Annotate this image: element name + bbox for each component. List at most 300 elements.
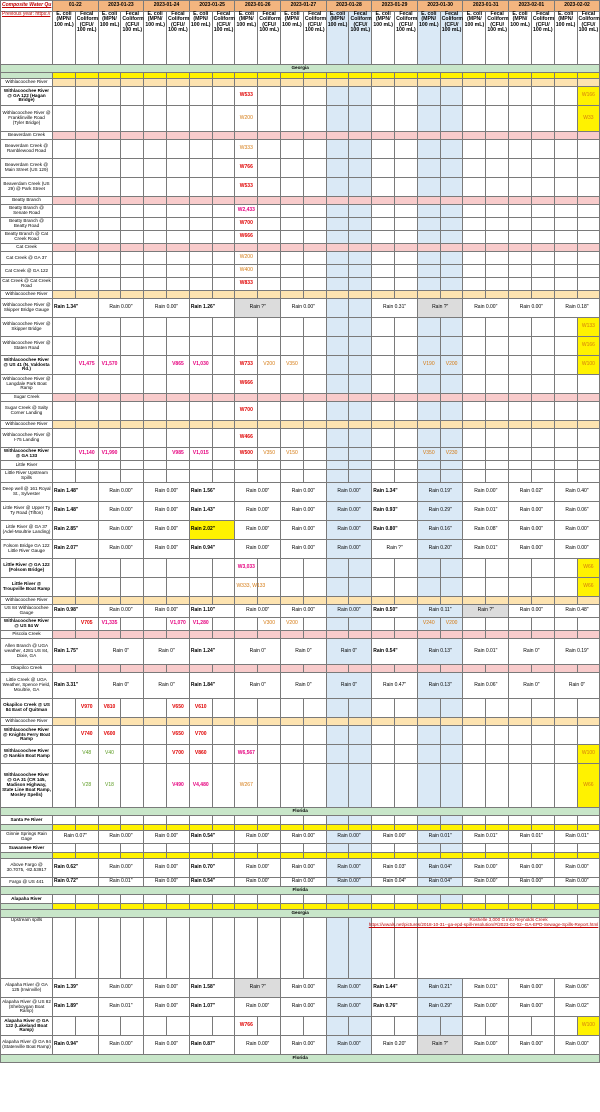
- empty-cell: [486, 337, 509, 356]
- empty-cell: [75, 218, 98, 231]
- sample-value: V860: [189, 745, 212, 764]
- empty-cell: [281, 764, 304, 808]
- site-row: [1, 402, 600, 421]
- empty-cell: [554, 429, 577, 448]
- rainfall-value: Rain 0.87": [189, 1036, 235, 1055]
- empty-cell: [349, 159, 372, 178]
- spill-note-text: Roshelle 3,000 G into Reynolds Creek: [469, 917, 548, 922]
- empty-cell: [144, 132, 167, 140]
- empty-cell: [121, 745, 144, 764]
- empty-cell: [121, 231, 144, 244]
- empty-cell: [281, 231, 304, 244]
- empty-cell: [486, 578, 509, 597]
- rainfall-value: Rain 1.26": [189, 299, 235, 318]
- rainfall-value: Rain 0.06": [463, 673, 509, 699]
- empty-cell: [440, 470, 463, 483]
- empty-cell: [258, 461, 281, 470]
- site-name: Withlacoochee River: [1, 421, 53, 429]
- empty-cell: [531, 244, 554, 252]
- sample-value: W533: [235, 87, 258, 106]
- empty-cell: [167, 132, 190, 140]
- empty-cell: [53, 618, 76, 631]
- sample-value: W3,033: [235, 559, 258, 578]
- empty-cell: [417, 718, 440, 726]
- rainfall-value: Rain 0.00": [235, 878, 281, 887]
- empty-cell: [372, 764, 395, 808]
- empty-cell: [372, 140, 395, 159]
- empty-cell: [121, 218, 144, 231]
- rainfall-value: Rain 0.21": [417, 979, 463, 998]
- empty-cell: [212, 356, 235, 375]
- empty-cell: [395, 895, 418, 904]
- empty-cell: [417, 218, 440, 231]
- empty-cell: [531, 895, 554, 904]
- empty-cell: [554, 578, 577, 597]
- empty-cell: [463, 197, 486, 205]
- empty-cell: [98, 159, 121, 178]
- empty-cell: [75, 597, 98, 605]
- site-row: [1, 699, 600, 718]
- empty-cell: [144, 231, 167, 244]
- empty-cell: [349, 79, 372, 87]
- empty-cell: [531, 231, 554, 244]
- empty-cell: [281, 718, 304, 726]
- empty-cell: [463, 461, 486, 470]
- empty-cell: [189, 375, 212, 394]
- empty-cell: [395, 159, 418, 178]
- rainfall-value: Rain 0.00": [144, 998, 190, 1017]
- date-header-row: [1, 1, 600, 12]
- empty-cell: [258, 265, 281, 278]
- empty-cell: [395, 764, 418, 808]
- rainfall-value: Rain 0.00": [281, 483, 327, 502]
- empty-cell: [440, 1017, 463, 1036]
- rainfall-value: Rain 0.06": [554, 979, 600, 998]
- site-row: [1, 745, 600, 764]
- empty-cell: [463, 356, 486, 375]
- rainfall-value: Rain 0.54": [372, 639, 418, 665]
- empty-cell: [281, 597, 304, 605]
- rainfall-value: Rain 0.00": [98, 1036, 144, 1055]
- empty-cell: [440, 461, 463, 470]
- empty-cell: [440, 394, 463, 402]
- empty-cell: [53, 745, 76, 764]
- empty-cell: [577, 79, 600, 87]
- site-row: [1, 618, 600, 631]
- empty-cell: [531, 197, 554, 205]
- empty-cell: [189, 421, 212, 429]
- empty-cell: [167, 918, 190, 979]
- empty-cell: [463, 618, 486, 631]
- empty-cell: [189, 79, 212, 87]
- empty-cell: [440, 895, 463, 904]
- empty-cell: [372, 402, 395, 421]
- rainfall-value: Rain 0.00": [326, 859, 372, 878]
- empty-cell: [486, 140, 509, 159]
- empty-cell: [98, 461, 121, 470]
- site-row: [1, 231, 600, 244]
- spill-report-link[interactable]: https://wwals.net/pictures/2018-10-31--ga-epd-spill-resolution/#/2023-02-02--GA-EPD-Sewage-Spills-Report.html: [368, 921, 599, 927]
- empty-cell: [167, 470, 190, 483]
- site-name: Florida: [1, 887, 600, 895]
- empty-cell: [326, 106, 349, 132]
- empty-cell: [326, 79, 349, 87]
- rainfall-value: Rain 0.01": [463, 831, 509, 844]
- empty-cell: [303, 1017, 326, 1036]
- empty-cell: [53, 244, 76, 252]
- empty-cell: [235, 244, 258, 252]
- empty-cell: [326, 140, 349, 159]
- empty-cell: [303, 205, 326, 218]
- empty-cell: [440, 699, 463, 718]
- empty-cell: [53, 140, 76, 159]
- empty-cell: [349, 291, 372, 299]
- sample-value: W500: [235, 448, 258, 461]
- empty-cell: [167, 140, 190, 159]
- empty-cell: [463, 578, 486, 597]
- empty-cell: [417, 318, 440, 337]
- empty-cell: [258, 470, 281, 483]
- empty-cell: [167, 87, 190, 106]
- empty-cell: [303, 106, 326, 132]
- sample-value: W200: [235, 252, 258, 265]
- empty-cell: [577, 394, 600, 402]
- empty-cell: [281, 918, 304, 979]
- empty-cell: [144, 291, 167, 299]
- empty-cell: [258, 337, 281, 356]
- empty-cell: [167, 718, 190, 726]
- empty-cell: [554, 79, 577, 87]
- empty-cell: [98, 844, 121, 853]
- empty-cell: [53, 218, 76, 231]
- empty-cell: [326, 726, 349, 745]
- empty-cell: [258, 895, 281, 904]
- empty-cell: [486, 618, 509, 631]
- empty-cell: [258, 218, 281, 231]
- fecal-coliform-header: Fecal Coliform (CFU/ 100 mL): [303, 12, 326, 65]
- page-title[interactable]: Composite Water Qu: [1, 1, 53, 12]
- empty-cell: [75, 178, 98, 197]
- empty-cell: [121, 448, 144, 461]
- rainfall-value: Rain 0.62": [53, 859, 99, 878]
- spill-note[interactable]: [368, 917, 599, 979]
- rainfall-value: Rain 0.00": [326, 521, 372, 540]
- rainfall-value: Rain 0.04": [372, 878, 418, 887]
- rainfall-value: Rain 1.48": [53, 483, 99, 502]
- empty-cell: [326, 631, 349, 639]
- empty-cell: [303, 918, 326, 979]
- empty-cell: [372, 356, 395, 375]
- empty-cell: [235, 470, 258, 483]
- empty-cell: [463, 337, 486, 356]
- empty-cell: [417, 231, 440, 244]
- empty-cell: [53, 265, 76, 278]
- rainfall-value: Rain 0.00": [235, 521, 281, 540]
- empty-cell: [326, 764, 349, 808]
- sample-value: W666: [235, 231, 258, 244]
- empty-cell: [486, 699, 509, 718]
- empty-cell: [577, 470, 600, 483]
- sample-value: W166: [577, 337, 600, 356]
- empty-cell: [281, 252, 304, 265]
- empty-cell: [531, 764, 554, 808]
- section-row: [1, 597, 600, 605]
- empty-cell: [326, 244, 349, 252]
- empty-cell: [577, 252, 600, 265]
- empty-cell: [509, 429, 532, 448]
- site-row: [1, 159, 600, 178]
- empty-cell: [486, 461, 509, 470]
- empty-cell: [75, 578, 98, 597]
- empty-cell: [395, 816, 418, 825]
- rainfall-value: Rain 0.40": [554, 483, 600, 502]
- empty-cell: [577, 218, 600, 231]
- empty-cell: [75, 816, 98, 825]
- empty-cell: [463, 844, 486, 853]
- rainfall-value: Rain 0.04": [417, 859, 463, 878]
- empty-cell: [531, 140, 554, 159]
- empty-cell: [303, 618, 326, 631]
- empty-cell: [372, 844, 395, 853]
- empty-cell: [395, 140, 418, 159]
- empty-cell: [98, 578, 121, 597]
- empty-cell: [303, 252, 326, 265]
- empty-cell: [531, 394, 554, 402]
- empty-cell: [258, 178, 281, 197]
- empty-cell: [554, 895, 577, 904]
- empty-cell: [417, 429, 440, 448]
- empty-cell: [98, 197, 121, 205]
- empty-cell: [417, 394, 440, 402]
- empty-cell: [98, 291, 121, 299]
- empty-cell: [121, 291, 144, 299]
- site-name: Georgia: [1, 910, 600, 918]
- empty-cell: [554, 665, 577, 673]
- rainfall-value: Rain 0.72": [53, 878, 99, 887]
- rainfall-value: Rain 0.00": [554, 540, 600, 559]
- empty-cell: [98, 375, 121, 394]
- ecoli-header: E. coli (MPN/ 100 mL): [235, 12, 258, 65]
- empty-cell: [303, 278, 326, 291]
- rainfall-value: Rain 0.06": [554, 502, 600, 521]
- empty-cell: [486, 665, 509, 673]
- empty-cell: [531, 726, 554, 745]
- empty-cell: [121, 159, 144, 178]
- empty-cell: [395, 265, 418, 278]
- empty-cell: [303, 699, 326, 718]
- empty-cell: [281, 159, 304, 178]
- empty-cell: [212, 448, 235, 461]
- site-name: Alapaha River @ GA 122 (Lakeland Boat Ramp): [1, 1017, 53, 1036]
- empty-cell: [395, 665, 418, 673]
- empty-cell: [281, 337, 304, 356]
- rainfall-value: Rain 1.58": [189, 979, 235, 998]
- empty-cell: [258, 844, 281, 853]
- empty-cell: [326, 205, 349, 218]
- empty-cell: [554, 231, 577, 244]
- empty-cell: [167, 578, 190, 597]
- empty-cell: [531, 559, 554, 578]
- empty-cell: [554, 278, 577, 291]
- empty-cell: [486, 726, 509, 745]
- empty-cell: [189, 718, 212, 726]
- empty-cell: [189, 197, 212, 205]
- empty-cell: [121, 895, 144, 904]
- date-header: 2023-01-24: [144, 1, 190, 12]
- empty-cell: [509, 291, 532, 299]
- empty-cell: [326, 231, 349, 244]
- empty-cell: [212, 402, 235, 421]
- site-name: Above Fargo @ 30.7075, -82.53917: [1, 859, 53, 878]
- empty-cell: [395, 318, 418, 337]
- empty-cell: [98, 132, 121, 140]
- empty-cell: [417, 244, 440, 252]
- rainfall-value: Rain 0.00": [144, 979, 190, 998]
- rainfall-value: Rain 0.00": [144, 540, 190, 559]
- empty-cell: [463, 699, 486, 718]
- empty-cell: [463, 205, 486, 218]
- empty-cell: [258, 726, 281, 745]
- state-row: [1, 65, 600, 73]
- empty-cell: [75, 375, 98, 394]
- empty-cell: [326, 291, 349, 299]
- empty-cell: [509, 745, 532, 764]
- measure-header-row: [1, 12, 600, 65]
- empty-cell: [75, 559, 98, 578]
- rainfall-value: Rain 0.00": [235, 605, 281, 618]
- empty-cell: [212, 726, 235, 745]
- empty-cell: [144, 1017, 167, 1036]
- empty-cell: [212, 318, 235, 337]
- rainfall-value: Rain 0.00": [554, 521, 600, 540]
- empty-cell: [372, 470, 395, 483]
- sample-value: W533: [235, 178, 258, 197]
- empty-cell: [75, 159, 98, 178]
- site-name: Cat Creek @ GA 122: [1, 265, 53, 278]
- empty-cell: [395, 726, 418, 745]
- rainfall-value: Rain 0.01": [98, 998, 144, 1017]
- previous-year-link[interactable]: Previous year: https://: [1, 12, 53, 65]
- empty-cell: [326, 265, 349, 278]
- empty-cell: [258, 1017, 281, 1036]
- empty-cell: [577, 631, 600, 639]
- site-name: Cat Creek @ Cat Creek Road: [1, 278, 53, 291]
- site-name: Beatty Branch @ Beatty Road: [1, 218, 53, 231]
- empty-cell: [121, 429, 144, 448]
- empty-cell: [53, 429, 76, 448]
- empty-cell: [258, 631, 281, 639]
- empty-cell: [189, 844, 212, 853]
- empty-cell: [189, 231, 212, 244]
- empty-cell: [395, 278, 418, 291]
- empty-cell: [281, 375, 304, 394]
- empty-cell: [258, 421, 281, 429]
- fecal-coliform-header: Fecal Coliform (CFU/ 100 mL): [486, 12, 509, 65]
- ecoli-header: E. coli (MPN/ 100 mL): [372, 12, 395, 65]
- empty-cell: [440, 231, 463, 244]
- empty-cell: [372, 218, 395, 231]
- empty-cell: [212, 265, 235, 278]
- site-name: Beatty Branch @ Cat Creek Road: [1, 231, 53, 244]
- site-name: Alapaha River: [1, 895, 53, 904]
- empty-cell: [486, 197, 509, 205]
- empty-cell: [395, 244, 418, 252]
- sample-value: V200: [258, 356, 281, 375]
- empty-cell: [349, 816, 372, 825]
- date-header: 2023-01-30: [417, 1, 463, 12]
- sample-value: V4,480: [189, 764, 212, 808]
- fecal-coliform-header: Fecal Coliform (CFU/ 100 mL): [258, 12, 281, 65]
- empty-cell: [395, 421, 418, 429]
- rainfall-value: Rain 0.00": [509, 878, 555, 887]
- empty-cell: [372, 87, 395, 106]
- empty-cell: [167, 205, 190, 218]
- empty-cell: [53, 159, 76, 178]
- empty-cell: [349, 278, 372, 291]
- empty-cell: [281, 726, 304, 745]
- empty-cell: [121, 631, 144, 639]
- empty-cell: [417, 470, 440, 483]
- site-row: [1, 502, 600, 521]
- empty-cell: [486, 597, 509, 605]
- empty-cell: [440, 429, 463, 448]
- empty-cell: [554, 559, 577, 578]
- empty-cell: [463, 1017, 486, 1036]
- empty-cell: [189, 402, 212, 421]
- section-row: [1, 197, 600, 205]
- empty-cell: [349, 745, 372, 764]
- empty-cell: [144, 461, 167, 470]
- site-row: [1, 87, 600, 106]
- empty-cell: [463, 178, 486, 197]
- empty-cell: [258, 597, 281, 605]
- empty-cell: [258, 197, 281, 205]
- empty-cell: [395, 578, 418, 597]
- empty-cell: [281, 895, 304, 904]
- rainfall-value: Rain 0.16": [417, 521, 463, 540]
- empty-cell: [121, 726, 144, 745]
- empty-cell: [98, 918, 121, 979]
- empty-cell: [349, 218, 372, 231]
- rainfall-value: Rain 0.00": [281, 502, 327, 521]
- empty-cell: [303, 231, 326, 244]
- empty-cell: [349, 618, 372, 631]
- empty-cell: [212, 578, 235, 597]
- rainfall-value: Rain 0.00": [326, 998, 372, 1017]
- empty-cell: [235, 718, 258, 726]
- empty-cell: [281, 402, 304, 421]
- empty-cell: [440, 318, 463, 337]
- empty-cell: [212, 252, 235, 265]
- empty-cell: [281, 699, 304, 718]
- rainfall-value: Rain 0.00": [235, 502, 281, 521]
- empty-cell: [167, 895, 190, 904]
- empty-cell: [258, 252, 281, 265]
- empty-cell: [372, 197, 395, 205]
- site-row: [1, 578, 600, 597]
- empty-cell: [326, 197, 349, 205]
- empty-cell: [440, 421, 463, 429]
- site-row: [1, 448, 600, 461]
- rainfall-value: Rain 0.00": [144, 859, 190, 878]
- empty-cell: [463, 421, 486, 429]
- empty-cell: [554, 244, 577, 252]
- empty-cell: [189, 318, 212, 337]
- empty-cell: [531, 265, 554, 278]
- empty-cell: [463, 265, 486, 278]
- rainfall-value: Rain 0.01": [554, 831, 600, 844]
- empty-cell: [98, 244, 121, 252]
